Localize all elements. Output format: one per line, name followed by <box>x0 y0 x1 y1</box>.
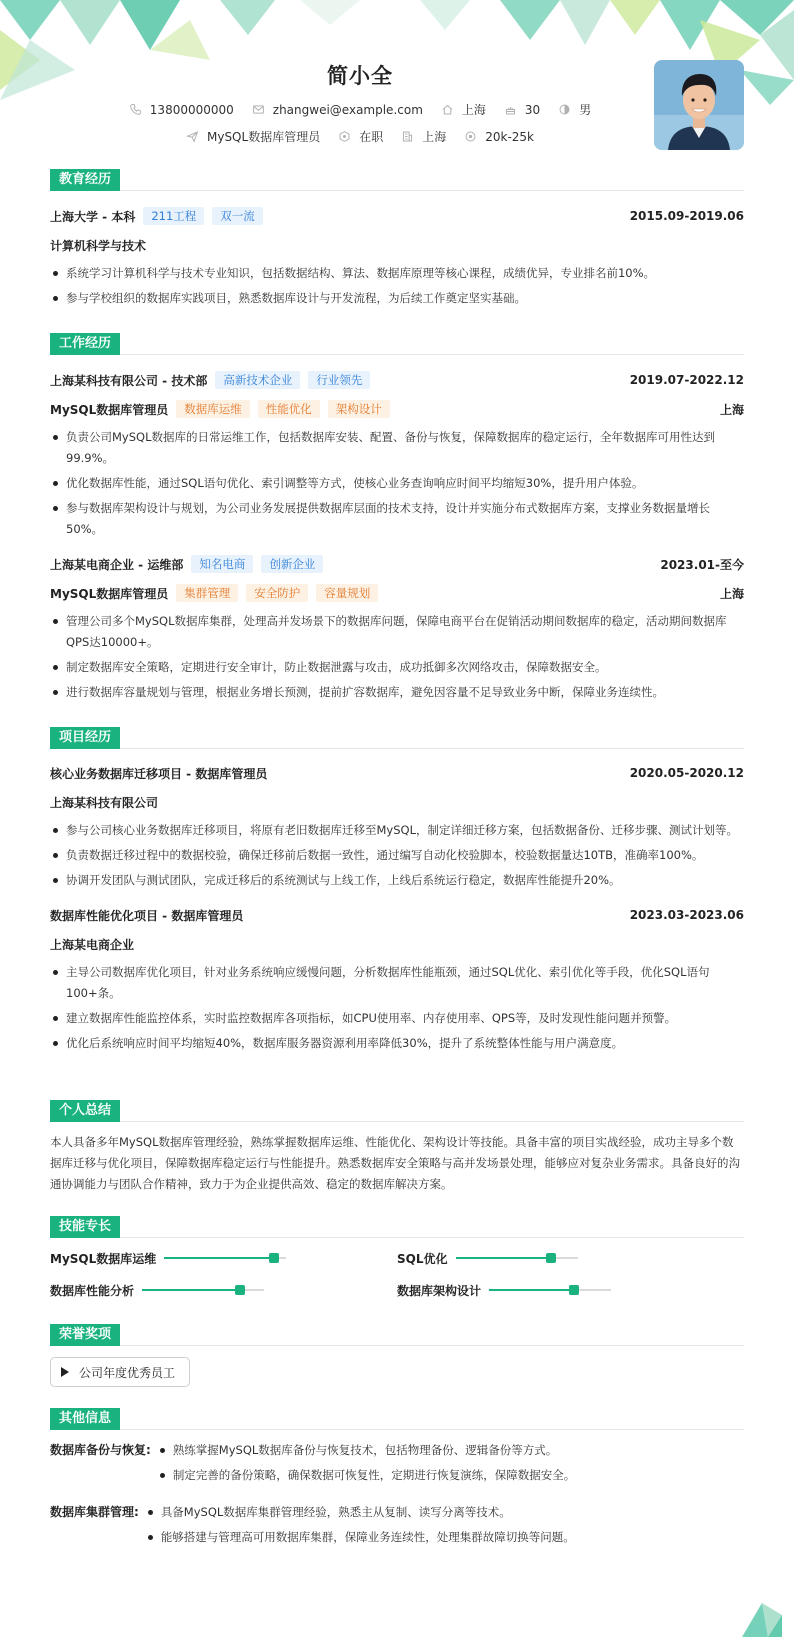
project-company: 上海某科技有限公司 <box>50 795 159 810</box>
education-period: 2015.09-2019.06 <box>629 209 744 223</box>
job-title-value: MySQL数据库管理员 <box>206 130 321 144</box>
list-item: 进行数据库容量规划与管理，根据业务增长预测，提前扩容数据库，避免因容量不足导致业务中断，保障业务连续性。 <box>50 682 744 703</box>
project-title: 核心业务数据库迁移项目 - 数据库管理员 <box>50 766 268 781</box>
city-item <box>441 101 486 118</box>
skill-level-fill <box>489 1289 574 1291</box>
skill-level-handle <box>235 1285 245 1295</box>
education-bullets <box>50 263 744 309</box>
city-value: 上海 <box>461 103 486 117</box>
send-icon <box>186 130 199 143</box>
project-company-row <box>50 934 744 954</box>
summary-text: 本人具备多年MySQL数据库管理经验，熟练掌握数据库运维、性能优化、架构设计等技能。具备丰富的项目实战经验，成功主导多个数据库迁移与优化项目，保障数据库稳定运行与性能提升。熟悉数据库安全策略与高并发场景处理，能够应对复杂业务需求。具备良好的沟通协调能力与团队合作精神，致力于为企业提供高效、稳定的数据库解决方案。 <box>50 1135 740 1191</box>
list-item: 制定数据库安全策略，定期进行安全审计，防止数据泄露与攻击，成功抵御多次网络攻击，保障数据安全。 <box>50 657 744 678</box>
skill-level-fill <box>456 1257 551 1259</box>
work-role-row <box>50 399 744 419</box>
other-label: 数据库集群管理: <box>50 1505 139 1519</box>
job-intent-row <box>50 128 670 145</box>
project-title: 数据库性能优化项目 - 数据库管理员 <box>50 908 244 923</box>
role-tag: 安全防护 <box>246 584 308 602</box>
coin-icon <box>464 130 477 143</box>
role-tag: 数据库运维 <box>176 400 250 418</box>
list-item: 能够搭建与管理高可用数据库集群，保障业务连续性，处理集群故障切换等问题。 <box>145 1527 575 1548</box>
major-name: 计算机科学与技术 <box>50 238 147 253</box>
skill-level-handle <box>569 1285 579 1295</box>
list-item: 具备MySQL数据库集群管理经验，熟悉主从复制、读写分离等技术。 <box>145 1502 575 1523</box>
skill-item <box>397 1279 744 1301</box>
project-entry-header <box>50 763 744 783</box>
projects-title: 项目经历 <box>50 727 120 749</box>
skill-level-bar <box>164 1257 286 1259</box>
work-entry-header <box>50 370 744 390</box>
salary-item <box>464 130 534 144</box>
company-name: 上海某科技有限公司 - 技术部 <box>50 373 208 388</box>
phone-icon <box>129 103 142 116</box>
phone-value: 13800000000 <box>149 102 234 117</box>
skill-name: 数据库架构设计 <box>397 1283 482 1298</box>
skill-name: 数据库性能分析 <box>50 1283 135 1298</box>
skills-section <box>50 1216 744 1311</box>
role-tag: 容量规划 <box>316 584 378 602</box>
other-group <box>50 1440 744 1490</box>
home-icon <box>441 103 454 116</box>
project-company: 上海某电商企业 <box>50 937 135 952</box>
education-entry-header <box>50 206 744 226</box>
skills-title: 技能专长 <box>50 1216 120 1238</box>
school-tag: 双一流 <box>212 207 263 225</box>
company-tag: 高新技术企业 <box>215 371 300 389</box>
awards-header <box>50 1324 744 1346</box>
projects-header <box>50 727 744 749</box>
gender-value: 男 <box>579 103 592 117</box>
other-bullets <box>157 1440 576 1490</box>
list-item: 协调开发团队与测试团队，完成迁移后的系统测试与上线工作，上线后系统运行稳定，数据库性能提升20%。 <box>50 870 744 891</box>
project-bullets <box>50 962 744 1054</box>
summary-header <box>50 1100 744 1122</box>
work-entry <box>50 370 744 540</box>
list-item: 负责公司MySQL数据库的日常运维工作，包括数据库安装、配置、备份与恢复，保障数据库的稳定运行，全年数据库可用性达到99.9%。 <box>50 427 744 469</box>
role-name: MySQL数据库管理员 <box>50 586 169 601</box>
company-name: 上海某电商企业 - 运维部 <box>50 557 184 572</box>
work-period: 2019.07-2022.12 <box>629 373 744 387</box>
skill-item <box>397 1247 744 1269</box>
role-tag: 架构设计 <box>328 400 390 418</box>
school-tag: 211工程 <box>143 207 204 225</box>
list-item: 系统学习计算机科学与技术专业知识，包括数据结构、算法、数据库原理等核心课程，成绩优异，专业排名前10%。 <box>50 263 744 284</box>
list-item: 负责数据迁移过程中的数据校验，确保迁移前后数据一致性，通过编写自动化校验脚本，校验数据量达10TB，准确率100%。 <box>50 845 744 866</box>
skill-level-bar <box>456 1257 578 1259</box>
skill-level-fill <box>164 1257 274 1259</box>
awards-title: 荣誉奖项 <box>50 1324 120 1346</box>
company-tag: 知名电商 <box>191 555 253 573</box>
candidate-name: 简小全 <box>327 64 393 88</box>
project-entry-header <box>50 905 744 925</box>
play-icon <box>61 1367 69 1377</box>
project-entry <box>50 763 744 891</box>
list-item: 优化后系统响应时间平均缩短40%，数据库服务器资源利用率降低30%，提升了系统整体性能与用户满意度。 <box>50 1033 744 1054</box>
award-item[interactable] <box>50 1357 190 1387</box>
project-period: 2023.03-2023.06 <box>629 908 744 922</box>
school-name: 上海大学 - 本科 <box>50 209 136 224</box>
list-item: 熟练掌握MySQL数据库备份与恢复技术，包括物理备份、逻辑备份等方式。 <box>157 1440 576 1461</box>
status-icon <box>338 130 351 143</box>
work-section <box>50 333 744 707</box>
profile-photo <box>654 60 744 150</box>
skill-level-bar <box>489 1289 611 1291</box>
role-name: MySQL数据库管理员 <box>50 402 169 417</box>
skills-header <box>50 1216 744 1238</box>
work-entry <box>50 554 744 703</box>
skill-name: SQL优化 <box>397 1251 448 1266</box>
list-item: 参与学校组织的数据库实践项目，熟悉数据库设计与开发流程，为后续工作奠定坚实基础。 <box>50 288 744 309</box>
status-item <box>338 128 383 145</box>
email-item <box>252 103 423 117</box>
skill-level-handle <box>546 1253 556 1263</box>
list-item: 参与公司核心业务数据库迁移项目，将原有老旧数据库迁移至MySQL，制定详细迁移方案，包括数据备份、迁移步骤、测试计划等。 <box>50 820 744 841</box>
target-city-item <box>401 128 446 145</box>
work-title: 工作经历 <box>50 333 120 355</box>
award-label: 公司年度优秀员工 <box>79 1365 176 1380</box>
summary-section <box>50 1100 744 1195</box>
phone-item <box>129 103 234 117</box>
skills-grid <box>50 1247 744 1311</box>
other-bullets <box>145 1502 575 1552</box>
contact-row <box>50 101 670 118</box>
list-item: 建立数据库性能监控体系，实时监控数据库各项指标，如CPU使用率、内存使用率、QPS等，及时发现性能问题并预警。 <box>50 1008 744 1029</box>
summary-title: 个人总结 <box>50 1100 120 1122</box>
corner-decoration <box>742 1603 782 1637</box>
other-header <box>50 1408 744 1430</box>
education-major-row <box>50 235 744 255</box>
skill-name: MySQL数据库运维 <box>50 1251 157 1266</box>
list-item: 参与数据库架构设计与规划，为公司业务发展提供数据库层面的技术支持，设计并实施分布式数据库方案，支撑业务数据量增长50%。 <box>50 498 744 540</box>
other-label: 数据库备份与恢复: <box>50 1443 151 1457</box>
work-entry-header <box>50 554 744 574</box>
education-section <box>50 169 744 313</box>
status-value: 在职 <box>359 130 384 144</box>
gender-icon <box>558 103 571 116</box>
email-icon <box>252 103 265 116</box>
job-title-item <box>186 128 320 145</box>
list-item: 制定完善的备份策略，确保数据可恢复性，定期进行恢复演练，保障数据安全。 <box>157 1465 576 1486</box>
work-location: 上海 <box>719 586 744 601</box>
education-title: 教育经历 <box>50 169 120 191</box>
skill-level-bar <box>142 1289 264 1291</box>
building-icon <box>401 130 414 143</box>
skill-level-fill <box>142 1289 240 1291</box>
age-value: 30 <box>524 102 541 117</box>
work-location: 上海 <box>719 402 744 417</box>
work-bullets <box>50 611 744 703</box>
work-header <box>50 333 744 355</box>
list-item: 管理公司多个MySQL数据库集群，处理高并发场景下的数据库问题，保障电商平台在促销活动期间数据库的稳定，活动期间数据库QPS达10000+。 <box>50 611 744 653</box>
projects-section <box>50 727 744 1058</box>
salary-value: 20k-25k <box>485 129 535 144</box>
other-section <box>50 1408 744 1552</box>
skill-item <box>50 1247 397 1269</box>
list-item: 优化数据库性能，通过SQL语句优化、索引调整等方式，使核心业务查询响应时间平均缩短30%，提升用户体验。 <box>50 473 744 494</box>
project-period: 2020.05-2020.12 <box>629 766 744 780</box>
project-company-row <box>50 792 744 812</box>
awards-section <box>50 1324 744 1387</box>
work-period: 2023.01-至今 <box>660 557 744 572</box>
project-bullets <box>50 820 744 891</box>
email-value: zhangwei@example.com <box>272 102 423 117</box>
education-header <box>50 169 744 191</box>
project-entry <box>50 905 744 1054</box>
skill-item <box>50 1279 397 1301</box>
other-title: 其他信息 <box>50 1408 120 1430</box>
other-group <box>50 1502 744 1552</box>
target-city-value: 上海 <box>422 130 447 144</box>
work-bullets <box>50 427 744 540</box>
company-tag: 行业领先 <box>308 371 370 389</box>
cake-icon <box>504 103 517 116</box>
role-tag: 性能优化 <box>258 400 320 418</box>
company-tag: 创新企业 <box>261 555 323 573</box>
role-tag: 集群管理 <box>176 584 238 602</box>
list-item: 主导公司数据库优化项目，针对业务系统响应缓慢问题，分析数据库性能瓶颈，通过SQL优化、索引优化等手段，优化SQL语句100+条。 <box>50 962 744 1004</box>
work-role-row <box>50 583 744 603</box>
skill-level-handle <box>269 1253 279 1263</box>
age-item <box>504 103 540 117</box>
gender-item <box>558 101 591 118</box>
